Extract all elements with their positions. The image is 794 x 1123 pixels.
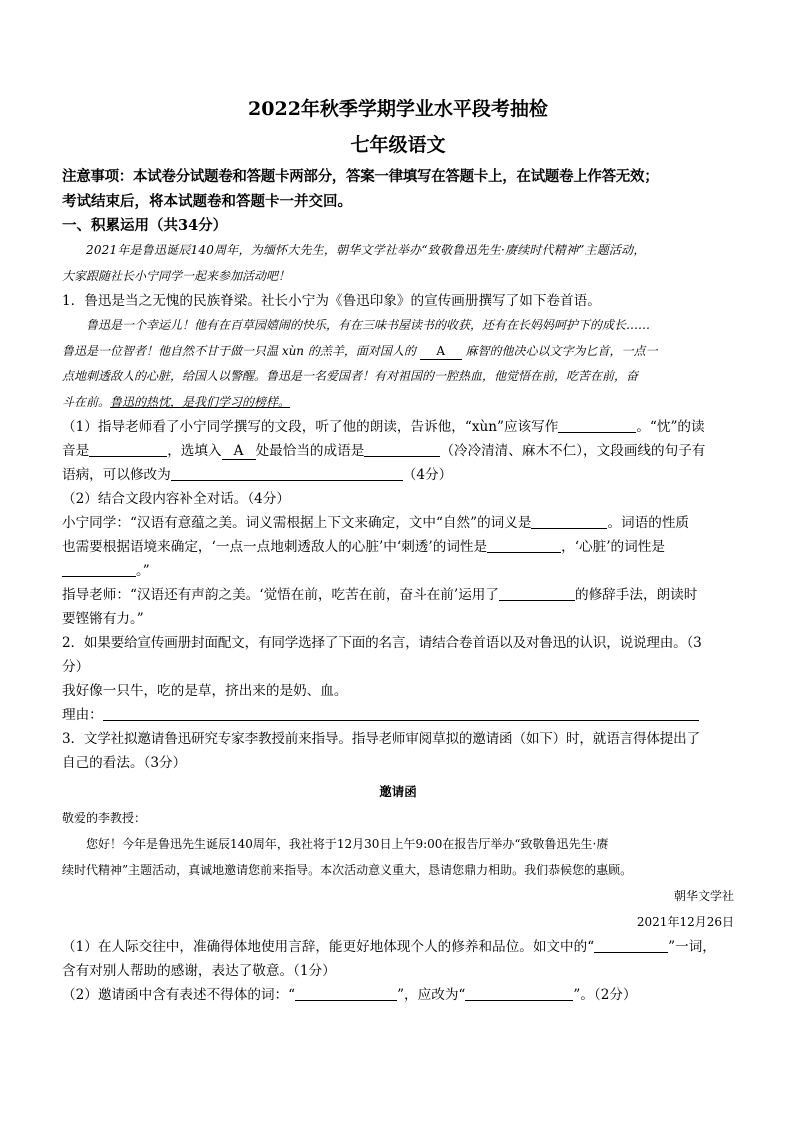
q3 (62, 727, 734, 775)
blank-mark-a: A (420, 343, 462, 360)
q3-sub1 (62, 935, 734, 983)
q2 (62, 631, 734, 727)
letter-title: 邀请函 (379, 784, 417, 799)
section-heading: 一、积累运用（共34分） (62, 217, 228, 234)
dialogue-student (62, 511, 734, 583)
answer-blank-xun[interactable] (558, 417, 636, 433)
dlg1-text-e: 。” (136, 563, 150, 579)
q1-sub1-text-f: （冷冷清清、麻木不仁），文段画线的句子有 (440, 443, 706, 459)
q1-sub1 (62, 415, 734, 487)
passage-line-2 (62, 339, 734, 365)
passage-line-2b: 麻智的他决心以文字为匕首，一点一 (465, 343, 658, 358)
q2-stem-b: 分） (62, 659, 90, 675)
dialogue-teacher (62, 583, 734, 631)
answer-blank-rhetoric[interactable] (499, 585, 575, 601)
q3-sub2 (62, 983, 734, 1007)
answer-blank-respect-word[interactable] (594, 937, 668, 953)
q1-sub1-text-h: （4分） (402, 467, 453, 483)
q1-sub1-text-c: 音是 (62, 443, 90, 459)
answer-blank-pos-1[interactable] (487, 537, 561, 553)
passage-line-2a: 鲁迅是一位智者！他自然不甘于做一只温 xùn 的羔羊，面对国人的 (62, 343, 416, 358)
answer-blank-improper-word[interactable] (295, 985, 397, 1001)
passage-line-1: 鲁迅是一个幸运儿！他有在百草园嬉闹的快乐，有在三味书屋读书的收获，还有在长妈妈呵护下的成长…… (86, 318, 651, 332)
q3-sub1-text-b: ”一词， (668, 939, 716, 955)
q1-sub1-text-e: 处最恰当的成语是 (255, 443, 365, 459)
q1-sub1-text-g: 语病，可以修改为 (62, 467, 171, 483)
answer-blank-meaning[interactable] (531, 513, 607, 529)
q2-quote: 我好像一只牛，吃的是草，挤出来的是奶、血。 (62, 683, 348, 699)
q2-reason-label: 理由： (62, 707, 103, 723)
answer-blank-pronunciation[interactable] (89, 441, 167, 457)
q2-stem-a: 2．如果要给宣传画册封面配文，有同学选择了下面的名言，请结合卷首语以及对鲁迅的认识，说说理由。（3 (62, 635, 702, 651)
invitation-letter (62, 805, 734, 935)
intro-line-1: 2021年是鲁迅诞辰140周年，为缅怀大先生，朝华文学社举办“致敬鲁迅先生·赓续时代精神”主题活动， (86, 243, 646, 257)
q1-sub1-text-b: 。“忱”的读 (636, 419, 705, 435)
underlined-sentence: 鲁迅的热忱，是我们学习的榜样。 (110, 394, 291, 409)
exam-title: 2022年秋季学期学业水平段考抽检 (248, 98, 548, 120)
q1-passage (62, 313, 734, 415)
dlg2-text-b: 的修辞手法，朗读时 (575, 587, 698, 603)
q3-sub1-text-c: 含有对别人帮助的感谢，表达了敬意。（1分） (62, 963, 336, 979)
exam-page (62, 96, 734, 1007)
dlg1-text-a: 小宁同学：“汉语有意蕴之美。词义需根据上下文来确定，文中“自然”的词义是 (62, 515, 532, 531)
dlg1-text-d: ，‘心脏’的词性是 (561, 539, 665, 555)
q1-stem: 1．鲁迅是当之无愧的民族脊梁。社长小宁为《鲁迅印象》的宣传画册撰写了如下卷首语。 (62, 293, 601, 309)
q3-sub1-text-a: （1）在人际交往中，准确得体地使用言辞，能更好地体现个人的修养和品位。如文中的“ (62, 939, 595, 955)
q1-sub1-text-d: ，选填入 (167, 443, 222, 459)
letter-body-2: 续时代精神”主题活动，真诚地邀请您前来指导。本次活动意义重大，恳请您鼎力相助。我们恭候您的惠顾。 (62, 863, 633, 877)
letter-body-1: 您好！今年是鲁迅先生诞辰140周年，我社将于12月30日上午9:00在报告厅举办“致敬鲁迅先生·赓 (86, 837, 609, 851)
letter-date: 2021年12月26日 (636, 915, 734, 929)
exam-subtitle: 七年级语文 (350, 134, 446, 156)
answer-blank-idiom[interactable] (364, 441, 440, 457)
intro-line-2: 大家跟随社长小宁同学一起来参加活动吧！ (62, 268, 291, 283)
notice-line-2: 考试结束后，将本试题卷和答题卡一并交回。 (62, 193, 352, 210)
dlg1-text-c: 也需要根据语境来确定，‘一点一点地刺透敌人的心脏’中‘刺透’的词性是 (62, 539, 488, 555)
dlg2-text-c: 要铿锵有力。” (62, 611, 144, 627)
answer-blank-revision[interactable] (171, 465, 403, 481)
passage-line-4a: 斗在前。 (62, 394, 111, 409)
q3-sub2-text-b: ”，应改为“ (397, 987, 466, 1003)
blank-mark-a-2: A (222, 443, 256, 460)
q3-stem-b: 自己的看法。（3分） (62, 755, 187, 771)
letter-salutation: 敬爱的李教授： (62, 811, 147, 825)
q3-sub2-text-a: （2）邀请函中含有表述不得体的词：“ (62, 987, 296, 1003)
answer-blank-pos-2[interactable] (62, 561, 136, 577)
answer-blank-reason[interactable] (103, 705, 699, 721)
q1-sub1-text-a: （1）指导老师看了小宁同学撰写的文段，听了他的朗读，告诉他，“xùn”应该写作 (62, 419, 559, 435)
q1-sub2-stem: （2）结合文段内容补全对话。（4分） (62, 491, 290, 507)
dlg2-text-a: 指导老师：“汉语还有声韵之美。‘觉悟在前，吃苦在前，奋斗在前’运用了 (62, 587, 499, 603)
q3-sub2-text-c: ”。（2分） (573, 987, 637, 1003)
q3-stem-a: 3．文学社拟邀请鲁迅研究专家李教授前来指导。指导老师审阅草拟的邀请函（如下）时，就语言得体提出了 (62, 731, 700, 747)
passage-line-3: 点地刺透敌人的心脏，给国人以警醒。鲁迅是一名爱国者！有对祖国的一腔热血，他觉悟在前，吃苦在前，奋 (62, 369, 639, 383)
dlg1-text-b: 。词语的性质 (607, 515, 690, 531)
letter-signer: 朝华文学社 (673, 889, 734, 903)
passage-line-4 (62, 390, 734, 416)
answer-blank-corrected-word[interactable] (465, 985, 573, 1001)
notice-line-1: 注意事项：本试卷分试题卷和答题卡两部分，答案一律填写在答题卡上，在试题卷上作答无效； (62, 168, 659, 185)
section-intro (62, 238, 734, 289)
notice (62, 164, 734, 214)
